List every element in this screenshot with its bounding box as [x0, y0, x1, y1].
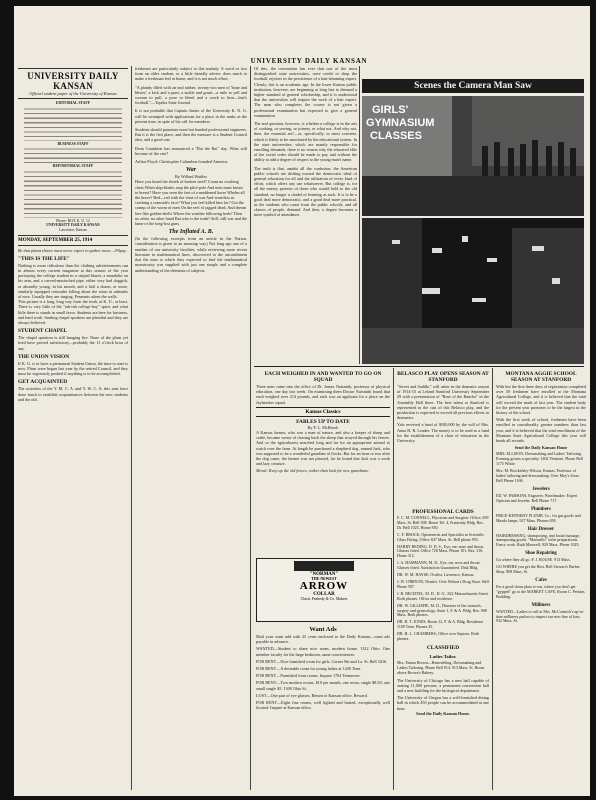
poem-author: By Willard Wattles: [175, 174, 207, 180]
article-text: Students should patronize none but bonded professional engineers. But it is the first place, and then the measure is a Student Council idea, and a good one.: [135, 127, 247, 143]
ad-maker: Cluett, Peabody & Co. Makers: [300, 597, 348, 602]
editorial-heading: "THIS IS THE LIFE": [18, 255, 70, 262]
photo-sign-line: CLASSES: [370, 130, 422, 142]
column-1: [18, 66, 128, 792]
photo-sign-line: GIRLS': [372, 104, 409, 116]
article-text: The real question, however, is whether a college is in the arts of cooking, or sewing, or joinery, or what not. And why not, then, the essential art?—or, specifically, to most concrete, which is likely to be sanctioned by the educational system. In the state universities, which are mainly responsible for enrolling demands, there is no reason why the educated elite of the social order should be made to pay and without the ability to add a degree of respect to the young man's name.: [254, 121, 357, 163]
business-ad: For a good clean place to eat, where you don't get "gypped" go to the MARKET CAFE, Room C. Perkins Building.: [496, 583, 585, 599]
business-ad: PRICE-KENNEDY PLUMB. Co., for gas goods and Mazda lamps. 927 Mass. Phones 658.: [496, 512, 581, 523]
business-ad: MRS. ELLISON, Dressmaking and Ladies' Tailoring. Evening gowns a specialty. 1402 Vermont. Phone Bell 1175 White.: [496, 451, 583, 467]
editorial-staff-heading: EDITORIAL STAFF: [55, 101, 91, 105]
want-ad: FOR RENT—Eight fine rooms, well lighted and heated, exceptionally well located. Inquire at Kansan office.: [256, 700, 390, 711]
ladies-tailor-heading: Ladies Tailor.: [429, 653, 457, 659]
ad-collar-name: "NORMAN": [309, 572, 339, 577]
editorial-heading: THE UNION VISION: [18, 353, 70, 360]
professional-card: J. W. O'BRYON, Dentist. Over Wilson's Drug Store. Bell Phone 507.: [397, 578, 489, 589]
article-heading: BELASCO PLAY OPENS SEASON AT STANFORD: [397, 371, 489, 383]
street-photo-art: [362, 218, 584, 364]
staff-list: [24, 170, 122, 218]
business-ad: GO WHERE you get the Best. Bell Stewart's Barber Shop. 808 Mass. St.: [496, 564, 580, 575]
column-rule: [492, 368, 493, 790]
masthead-title: UNIVERSITY DAILY KANSAN: [27, 71, 119, 91]
want-ad: WANTED—Student to share nice room, modern home. 1312 Ohio. One member faculty for the large bedroom, same conveniences.: [256, 646, 390, 657]
section-rule: [254, 366, 584, 367]
reportorial-staff-heading: REPORTORIAL STAFF: [52, 164, 94, 169]
professional-card: DR. H. T. JONES, Room 12, F. & A. Bldg. Residence 1109 Tenn. Phones 35.: [397, 619, 484, 630]
want-ad: FOR RENT—Furnished front rooms. Inquire 1704 Tennessee.: [256, 673, 361, 679]
article-text: "Sweet and Saddle," will usher in the dramatic season of 1914-15 at Leland Stanford University September 29 with a presentation of "Rose of the Rancho" in the Assembly Hall there. The best talent at Stanford is represented in the cast of this Belasco play, and the production is expected to exceed all previous efforts in dramatics.: [397, 384, 489, 421]
business-ad: Mrs. M. Brockelsby-Wilson, Kansas. Professor of ladies' tailoring and dressmaking. Over Moy's Store. Bell Phone 1168.: [496, 468, 580, 483]
photo-banner: Scenes the Camera Man Saw: [362, 79, 584, 93]
article-text: The University of Oregon has a well-furnished dining hall in which 450 people can be accommodated at one time.: [397, 695, 489, 711]
editorial-text: If K. U. is to have a permanent Student Union, the time to start is now. Plans were begun last year by the retired Council, and they must be vigorously pushed if anything is to be accomplished.: [18, 360, 128, 377]
directory-heading: Milliners: [531, 602, 551, 608]
article-byline: By F. L. McBrook: [307, 424, 339, 430]
editorial-text: This picture is a long, long way from the truth, at K. U., at least. There is very little of the "rah-rah college-boy" spirit, and what little there is stands in small favor. Students are here for business, and hard work. Smiling chapel speakers are plentiful and they are always believed.: [18, 299, 128, 325]
directory-heading: Hair Dresser: [527, 526, 555, 532]
poem-title: War: [185, 167, 197, 174]
article-text: Three men came into the office of Dr. James Naismith, professor of physical education, one day last week. On examining them Doctor Naismith found that each weighed over 214 pounds, and each was an applicant for a place on the Jayhawker squad.: [256, 384, 390, 405]
divider: [18, 245, 128, 246]
professional-card: J. R. BECHTEL, M. D., D. O., 822 Massachusetts Street. Both phones. Office and residence.: [397, 590, 489, 601]
directory-heading: Jewelers: [532, 486, 550, 492]
business-staff-heading: BUSINESS STAFF: [57, 141, 89, 146]
professional-card: DR. W. GILLISPIE, M. D., Diseases of the stomach, surgery and gynecology. Suite 1, F. & A. Bldg. Res. 908 Mass. Both phones.: [397, 602, 487, 618]
editorial-text: The activities of the Y. M. C. A. and Y. W. C. A. this year have done much to establish acquaintances between the new students and the old.: [18, 386, 128, 402]
business-ad: WANTED—Ladies to call at Mrs. McCormick's up-to-date millinery parlors to inspect our new line of hats. 932 Mass. St.: [496, 608, 585, 624]
want-ad: FOR RENT—A desirable room for young ladies at 1430 Tenn.: [256, 666, 362, 672]
article-text: A Kansas farmer, who was a man of nature, and also a keeper of sheep and cattle, became weary of chasing back the sheep that strayed through his fences. And so the agriculturist searched long and far for an appropriate animal to watch over the farm. At length he purchased a shepherd dog, named Jack, who was supposed to be a wonderful guardian of flocks. But for an hour or two after the dog came, the farmer was not pleased, for he found that Jack was a weak and lazy creature.: [256, 430, 390, 467]
column-rule: [131, 66, 132, 790]
want-ad: FOR RENT—Nice furnished room for girls. Corner 9th and La. St. Bell 3416.: [256, 658, 388, 664]
column-rule: [250, 66, 251, 790]
article-text: freshmen are particularly subject to this malady. A word or two from an older student, or a little friendly advice, does much to make a freshman feel at home, and it is not much effort.: [135, 66, 247, 82]
column-4-lower: [397, 506, 489, 794]
street-photo: [362, 218, 584, 364]
divider: [18, 98, 128, 99]
epigraph: Be that plants thence must never expect to gather roses.—Pilpay.: [18, 247, 127, 253]
professional-cards-heading: PROFESSIONAL CARDS: [412, 509, 474, 515]
article-heading: EACH WEIGHED IN AND WANTED TO GO ON SQUAD: [264, 371, 382, 383]
phone: Phone: BOX K. U. 12: [56, 218, 90, 223]
article-text: Yale received a fund of $500,000 by the will of Mrs. Anna H. R. Leuder. The money is to be used as a fund for the establishment of a chair of education in the University.: [397, 422, 489, 444]
masthead-subtitle: Official student paper of the University of Kansas: [29, 91, 117, 96]
norman-logo: [294, 561, 354, 571]
column-3-top: [254, 66, 357, 364]
editorial-heading: STUDENT CHAPEL: [18, 328, 68, 335]
staff-list: [24, 147, 122, 163]
directory-heading: Cafes: [535, 577, 547, 583]
professional-card: HARRY REDING, D. D. S., Eye, ear, nose and throat. Glasses fitted. Office 728 Mass. Phone 101. Res. 316, Home 312.: [397, 543, 485, 559]
column-rule: [359, 66, 360, 364]
want-ad: FOR RENT—Two modern rooms, $10 per month, one room, single $8.50; one small single $5. 1300 Ohio St.: [256, 680, 390, 691]
article-text: The truth is that, amidst all the confusion, the American public schools are drifting toward the democratic ideal of general education for all and the utilization of every kind of effort, which offers any use whatsoever. But college is, for all the uneasy protests of those who would hold to the old standard, no longer a citadel of learning as such. It is to be a good deal more democratic, and a good deal more practical, as the students who come from the public schools, and all classes of people, demand. And then, a degree becomes a mere symbol of attendance.: [254, 165, 357, 218]
poem-text: Have you heard the shriek of broken steel? Count no crushing chest When ship-blades rasp the pilot-pole And men must breast to breast? Have you seen the feet of a maddened horse Whelm all the brave? Red—red with the wine of war And weariless in crashing a comrade's face? What you feel killed him for? Got the cramp of the worm of men On the reef of jagged dead; And dream fare like golden-shells Where the weather billowing beds? Then no other, no other hand But who is the truth? Still, still war and the fame of the long-lost guns.: [135, 179, 247, 227]
business-ad: HAIRDRESSING, shampooing, and facial massage, shampooing goods. "Marinello" toilet preparations. Fancy work. Ruth Maxwell, 929 Mass. Phone 1025.: [496, 532, 581, 548]
photo-sign-line: GYMNASIUM: [366, 117, 435, 129]
professional-card: DR. W. M. HAYSE, Oculist, Lawrence, Kansas.: [397, 572, 475, 578]
location: Lawrence, Kansas: [59, 227, 87, 232]
business-ad: Go where they all go. F. J. ROUSE. 913 Mass.: [496, 557, 571, 563]
divider: [18, 235, 128, 236]
article-heading: MONTANA AGGIE SCHOOL SEASON AT STANFORD: [505, 371, 577, 383]
editorial-text: The chapel question is still hanging fire. None of the plans yet tried have proved satisfactory—probably the 11 o'clock hour of any.: [18, 335, 128, 351]
ad-brand: ARROW: [299, 580, 349, 593]
column-3-mid: [256, 368, 390, 554]
article-text: Of this, the convention has ever that one of the most distinguished state universities, were credit to drop the football, rejoices in the persistence of a hair-trimming expert. Clearly, this is an academic age. In the lower Kansas public institution, however, are beginning at long last to demand a higher standard of general scholarship, and it is understood that the universities will require the work of a hair expert. The man who completes the course is not given a professional examination but expected to give a general examination.: [254, 66, 357, 118]
column-rule: [393, 368, 394, 790]
classified-heading: CLASSIFIED: [426, 644, 460, 651]
professional-card: C. F. BROCK, Optometrist and Specialist in Scientific Glass Fitting. Office 847 Mass. St. Bell phone 955.: [397, 531, 485, 542]
article-text: "A plainly filled with air and rubber, twenty-two men of 'bone and blister,' a kick and a punt; a tackle and grunt—a mile to yell and scream to pull, a pose to bleed and a crack to hear—that's football."—Topeka State Journal.: [135, 84, 247, 106]
professional-card: DR. H. L. CHAMBERS, Office over Squires. Both phones.: [397, 631, 479, 642]
column-5: [496, 368, 586, 794]
business-ad: ED. W. PARSONS, Engraver. Watchmaker. Expert Optician and Jeweler. Bell Phone 717.: [496, 492, 578, 503]
ad-newest: THE NEWEST: [311, 577, 337, 581]
want-ads-intro: Mail your want add with 25 cents enclosed to the Daily Kansan—want ads payable in advance.: [256, 634, 390, 645]
professional-card: F. C. M. CONNELL, Physician and Surgeon. Office, 839 Mass. St. Bell 398. Home Tel. 4, Fraternity Bldg. Res. Dr. Bell 1025, Home 830.: [397, 515, 489, 530]
article-text: The University of Chicago has a new hall capable of seating 11,000 persons, a permanent convention hall and a new building for the biological department.: [397, 677, 489, 694]
send-home-note: Send the Daily Kansan Home: [514, 445, 568, 451]
publisher: UNIVERSITY DAILY KANSAN: [46, 223, 100, 228]
staff-list: [24, 107, 122, 141]
professional-card: J. A. HAMMANN, M. D., Eye, ear, nose and throat. Glasses fitted. Satisfaction Guaranteed. Disk Bldg.: [397, 560, 481, 571]
issue-date: MONDAY, SEPTEMBER 25, 1914: [18, 237, 93, 243]
directory-heading: Plumbers: [531, 506, 551, 512]
article-text: It is not probable that Captain James of the University K. N. G. will be swamped with applications for a place in the ranks as the present time, in spite of his call for members.: [135, 108, 247, 124]
article-text: With but the first three days of registration completed over 50 freshmen have enrolled at the Montana Agricultural College, and it is believed that the total will exceed the mark of last year. The student body for the present year promises to be the largest in the history of the school.: [496, 384, 586, 416]
ladies-tailor-ad: Mrs. Emma Brown—Remodeling, Dressmaking and Ladies Tailoring. Phone Bell 914, 913 Mass. St. Room above Brown's Bakery.: [397, 659, 485, 675]
ad-collar: COLLAR: [313, 592, 335, 598]
article-text: Moral: Keep up the old fences, rather than look for new guardians.: [256, 468, 369, 474]
send-home-note: Send the Daily Kansan Home.: [416, 710, 470, 716]
want-ads: [256, 624, 390, 794]
article-text: Dean Crumbine has announced a "Bat the Rat" day. What will become of the cats?: [135, 145, 247, 156]
running-head: UNIVERSITY DAILY KANSAN: [250, 57, 368, 65]
want-ads-heading: Want Ads: [309, 626, 337, 633]
arrow-collar-ad: [256, 558, 392, 622]
want-ad: LOST—One pair of eye glasses. Return to Kansan office. Reward.: [256, 692, 368, 698]
section-box-heading: Kansas Classics: [256, 407, 390, 417]
column-2: [135, 66, 247, 792]
divider: [18, 68, 128, 69]
editorial-text: Nothing is more ridiculous than the clothing advertisements run in almost every current magazine at this season of the year portraying the college student in a striped blazer, a mandolin on his arm, and a carved-mustached pipe, either very bad doggish, or absurdly young, in his mouth, and a half a dozen, or more, similarly equipped comrades lolling about the room in attitudes of ease. Usually they are singing. Pennants adorn the walls.: [18, 262, 128, 299]
article-heading: FABLES UP TO DATE: [296, 418, 350, 425]
article-text: Arthur Floyd: Christopher Columbus founded America.: [135, 159, 229, 165]
directory-heading: Shoe Repairing: [525, 551, 557, 557]
article-text: With the first week of school, freshmen have been enrolled in considerably greater numbers than last year, and it is believed that the total enrollment of the Montana State Agricultural College this year will break all records.: [496, 417, 586, 444]
article-text: (In the following excerpts from an article in the Nation, consideration is given to an amusing way) Not long ago one of a number of our university faculties, while reviewing more recent literature in mathematical lines, discovered to the astonishment that the man to which they expected to find the mathematical monstrosity was supplied with just one simple and a complete understanding of the elements of subjects.: [135, 236, 247, 273]
gymnasium-photo: [362, 96, 584, 216]
article-heading: The Inflated A. B.: [168, 229, 214, 236]
editorial-heading: GET ACQUAINTED: [18, 379, 68, 386]
newspaper-page: [14, 6, 590, 796]
